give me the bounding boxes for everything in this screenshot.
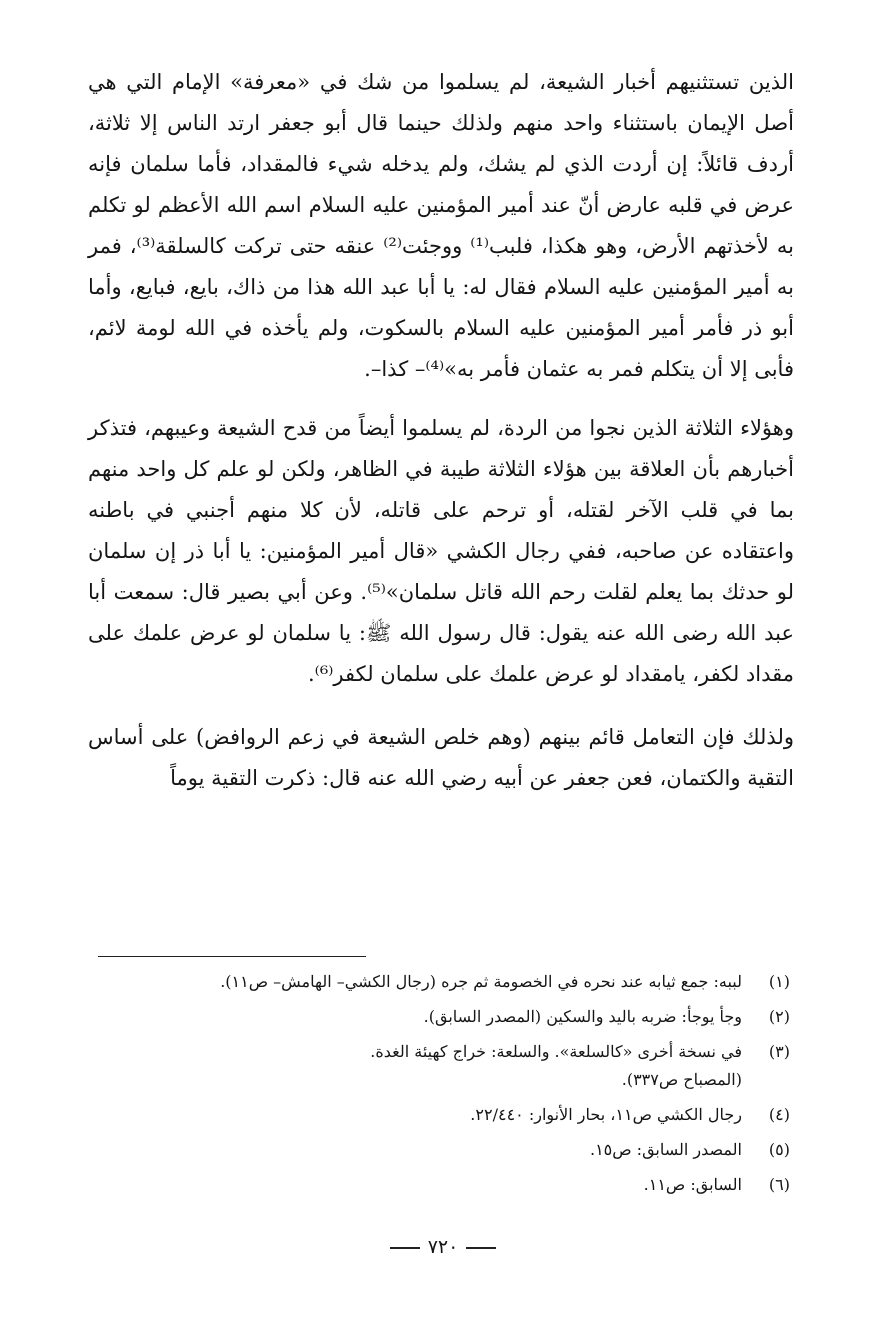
footnote-number: (١)	[768, 972, 790, 991]
footnote-3	[120, 1038, 790, 1094]
footnote-text: رجال الكشي ص١١، بحار الأنوار: ٢٢/٤٤٠.	[470, 1105, 742, 1124]
page-footer	[0, 1236, 886, 1258]
footnote-1	[120, 968, 790, 996]
right-dash	[390, 1247, 420, 1249]
footnote-text-continuation: (المصباح ص٣٣٧).	[621, 1070, 742, 1089]
footnote-text: لببه: جمع ثيابه عند نحره في الخصومة ثم جره (رجال الكشي– الهامش– ص١١).	[220, 972, 742, 991]
footnote-text: في نسخة أخرى «كالسلعة». والسلعة: خراج كهيئة الغدة.	[370, 1042, 742, 1061]
footnote-text: السابق: ص١١.	[643, 1175, 742, 1194]
footnote-5	[120, 1136, 790, 1164]
footnote-separator	[98, 956, 366, 957]
footnote-number: (٣)	[768, 1042, 790, 1061]
paragraph-1: الذين تستثنيهم أخبار الشيعة، لم يسلموا من شك في «معرفة» الإمام التي هي أصل الإيمان باستثناء واحد منهم ولذلك حينما قال أبو جعفر ارتد الناس إلا ثلاثة، أردف قائلاً: إن أردت الذي لم يشك، ولم يدخله شيء فالمقداد، فأما سلمان فإنه عرض في قلبه عارض أنّ عند أمير المؤمنين عليه السلام اسم الله الأعظم لو تكلم به لأخذتهم الأرض، وهو هكذا، فلبب⁽¹⁾ ووجئت⁽²⁾ عنقه حتى تركت كالسلقة⁽³⁾، فمر به أمير المؤمنين عليه السلام فقال له: يا أبا عبد الله هذا من ذاك، بايع، فبايع، وأما أبو ذر فأمر أمير المؤمنين عليه السلام بالسكوت، ولم يأخذه في الله لومة لائم، فأبى إلا أن يتكلم فمر به عثمان فأمر به»⁽⁴⁾– كذا–.	[88, 70, 794, 381]
footnote-text: المصدر السابق: ص١٥.	[589, 1140, 742, 1159]
footnote-4	[120, 1101, 790, 1129]
footnote-text: وجأ يوجأ: ضربه باليد والسكين (المصدر السابق).	[423, 1007, 742, 1026]
footnote-number: (٤)	[768, 1105, 790, 1124]
paragraph-3: ولذلك فإن التعامل قائم بينهم (وهم خلص الشيعة في زعم الروافض) على أساس التقية والكتمان، فعن جعفر عن أبيه رضي الله عنه قال: ذكرت التقية يوماً	[88, 725, 794, 790]
paragraph-2: وهؤلاء الثلاثة الذين نجوا من الردة، لم يسلموا أيضاً من قدح الشيعة وعيبهم، فتذكر أخبارهم بأن العلاقة بين هؤلاء الثلاثة طيبة في الظاهر، ولكن لو علم كل واحد منهم بما في قلب الآخر لقتله، أو ترحم على قاتله، لأن كلا منهم أجنبي في باطنه واعتقاده عن صاحبه، ففي رجال الكشي «قال أمير المؤمنين: يا أبا ذر إن سلمان لو حدثك بما يعلم لقلت رحم الله قاتل سلمان»⁽⁵⁾. وعن أبي بصير قال: سمعت أبا عبد الله رضى الله عنه يقول: قال رسول الله ﷺ: يا سلمان لو عرض علمك على مقداد لكفر، يامقداد لو عرض علمك على سلمان لكفر⁽⁶⁾.	[88, 416, 794, 686]
footnote-number: (٦)	[768, 1175, 790, 1194]
footnotes	[120, 968, 790, 1206]
left-dash	[466, 1247, 496, 1249]
footnote-number: (٢)	[768, 1007, 790, 1026]
footnote-6	[120, 1171, 790, 1199]
footnote-2	[120, 1003, 790, 1031]
footnote-number: (٥)	[768, 1140, 790, 1159]
page-number: ٧٢٠	[427, 1236, 459, 1258]
main-text	[88, 62, 794, 799]
footnote-text-block	[120, 1038, 742, 1094]
